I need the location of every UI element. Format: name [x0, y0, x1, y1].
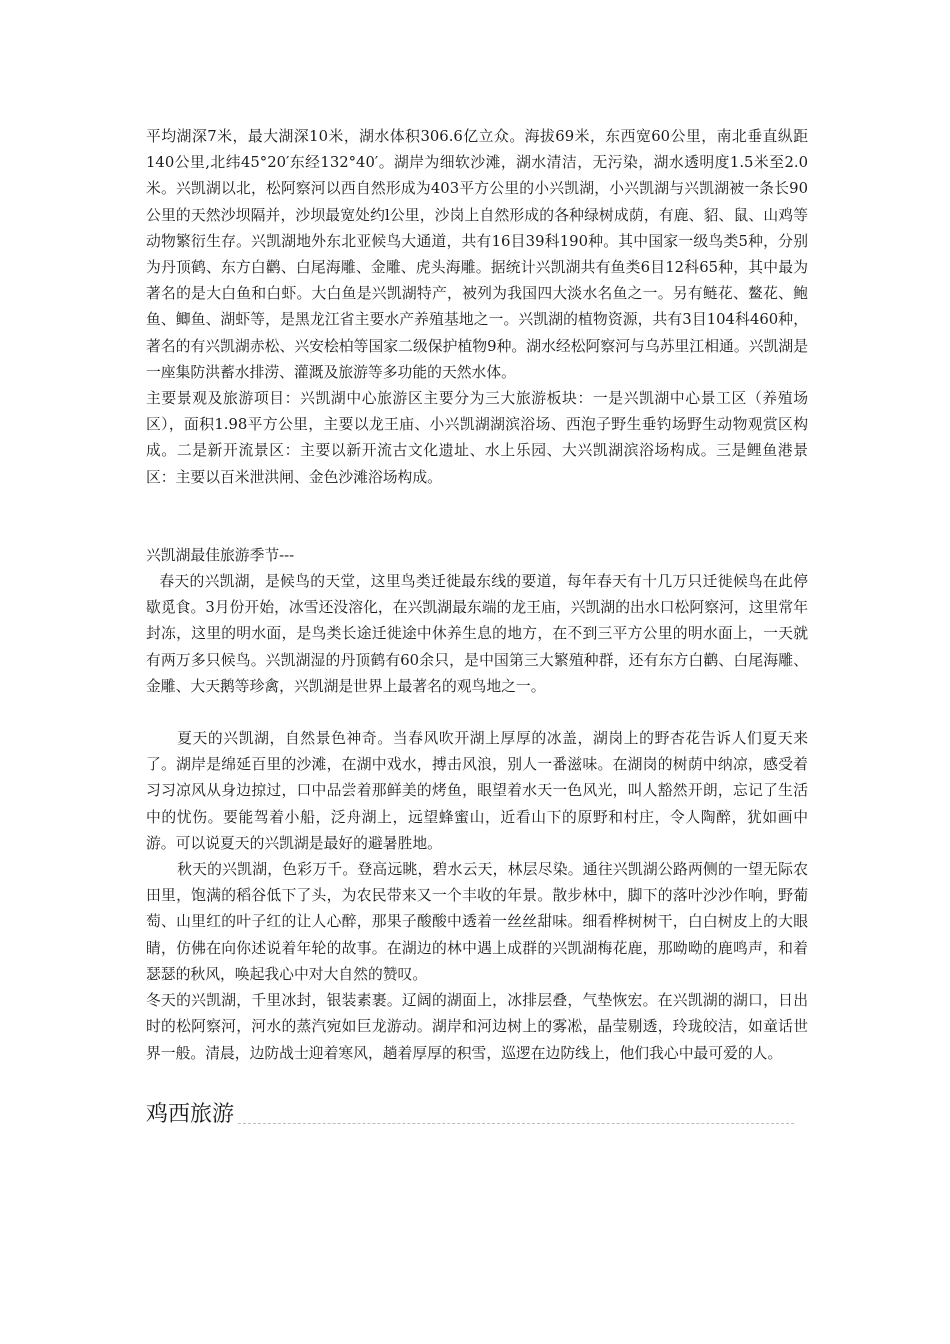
- section-heading: [146, 1101, 794, 1129]
- paragraph-spring: 春天的兴凯湖，是候鸟的天堂，这里鸟类迁徙最东线的要道，每年春天有十几万只迁徙候鸟在此停歇觅食。3月份开始，冰雪还没溶化，在兴凯湖最东端的龙王庙，兴凯湖的出水口松阿察河，这里常年封冻，这里的明水面，是鸟类长途迁徙途中休养生息的地方，在不到三平方公里的明水面上，一天就有两万多只候鸟。兴凯湖湿的丹顶鹤有60余只，是中国第三大繁殖种群，还有东方白鹳、白尾海雕、金雕、大天鹅等珍禽，兴凯湖是世界上最著名的观鸟地之一。: [146, 573, 808, 695]
- blank-space: [146, 491, 808, 543]
- blank-line: [146, 700, 808, 726]
- dashed-rule: [238, 1123, 794, 1124]
- paragraph-attractions: 主要景观及旅游项目：兴凯湖中心旅游区主要分为三大旅游板块：一是兴凯湖中心景工区（养殖场区），面积1.98平方公里，主要以龙王庙、小兴凯湖湖滨浴场、西泡子野生垂钓场野生动物观赏区构成。二是新开流景区：主要以新开流古文化遗址、水上乐园、大兴凯湖滨浴场构成。三是鲤鱼港景区：主要以百米泄洪闸、金色沙滩浴场构成。: [146, 390, 808, 486]
- document-body: [146, 124, 808, 1129]
- paragraph-lake-overview: 平均湖深7米，最大湖深10米，湖水体积306.6亿立众。海拔69米，东西宽60公里，南北垂直纵距140公里,北纬45°20′东经132°40′。湖岸为细软沙滩，湖水清洁，无污染，湖水透明度1.5米至2.0米。兴凯湖以北，松阿察河以西自然形成为403平方公里的小兴凯湖，小兴凯湖与兴凯湖被一条长90公里的天然沙坝隔并，沙坝最宽处约l公里，沙岗上自然形成的各种绿树成荫，有鹿、貂、鼠、山鸡等动物繁衍生存。兴凯湖地外东北亚候鸟大通道，共有16目39科190种。其中国家一级鸟类5种，分别为丹顶鹤、东方白鹳、白尾海雕、金雕、虎头海雕。据统计兴凯湖共有鱼类6目12科65种，其中最为著名的是大白鱼和白虾。大白鱼是兴凯湖特产，被列为我国四大淡水名鱼之一。另有鲢花、鳌花、鲍鱼、鲫鱼、湖虾等，是黑龙江省主要水产养殖基地之一。兴凯湖的植物资源，共有3目104科460种，著名的有兴凯湖赤松、兴安桧柏等国家二级保护植物9种。湖水经松阿察河与乌苏里江相通。兴凯湖是一座集防洪蓄水排涝、灌溉及旅游等多功能的天然水体。: [146, 128, 808, 381]
- paragraph-winter: 冬天的兴凯湖，千里冰封，银装素裹。辽阔的湖面上，冰排层叠，气垫恢宏。在兴凯湖的湖口，日出时的松阿察河，河水的蒸汽宛如巨龙游动。湖岸和河边树上的雾凇，晶莹剔透，玲珑皎洁，如童话世界一般。清晨，边防战士迎着寒风，趟着厚厚的积雪，巡逻在边防线上，他们我心中最可爱的人。: [146, 992, 808, 1062]
- season-heading: 兴凯湖最佳旅游季节---: [146, 546, 295, 564]
- paragraph-summer: 夏天的兴凯湖，自然景色神奇。当春风吹开湖上厚厚的冰盖，湖岗上的野杏花告诉人们夏天来了。湖岸是绵延百里的沙滩，在湖中戏水，搏击风浪，别人一番滋味。在湖岗的树荫中纳凉，感受着习习凉风从身边掠过，口中品尝着那鲜美的烤鱼，眼望着水天一色风光，叫人豁然开朗，忘记了生活中的忧伤。要能驾着小船，泛舟湖上，远望蜂蜜山，近看山下的原野和村庄，令人陶醉，犹如画中游。可以说夏天的兴凯湖是最好的避暑胜地。: [146, 730, 808, 852]
- paragraph-autumn: 秋天的兴凯湖，色彩万千。登高远眺，碧水云天，林层尽染。通往兴凯湖公路两侧的一望无际农田里，饱满的稻谷低下了头，为农民带来又一个丰收的年景。散步林中，脚下的落叶沙沙作响，野葡萄、山里红的叶子红的让人心醉，那果子酸酸中透着一丝丝甜味。细看桦树树干，白白树皮上的大眼睛，仿佛在向你述说着年轮的故事。在湖边的林中遇上成群的兴凯湖梅花鹿，那呦呦的鹿鸣声，和着瑟瑟的秋风，唤起我心中对大自然的赞叹。: [146, 861, 808, 983]
- section-title: 鸡西旅游: [146, 1101, 235, 1127]
